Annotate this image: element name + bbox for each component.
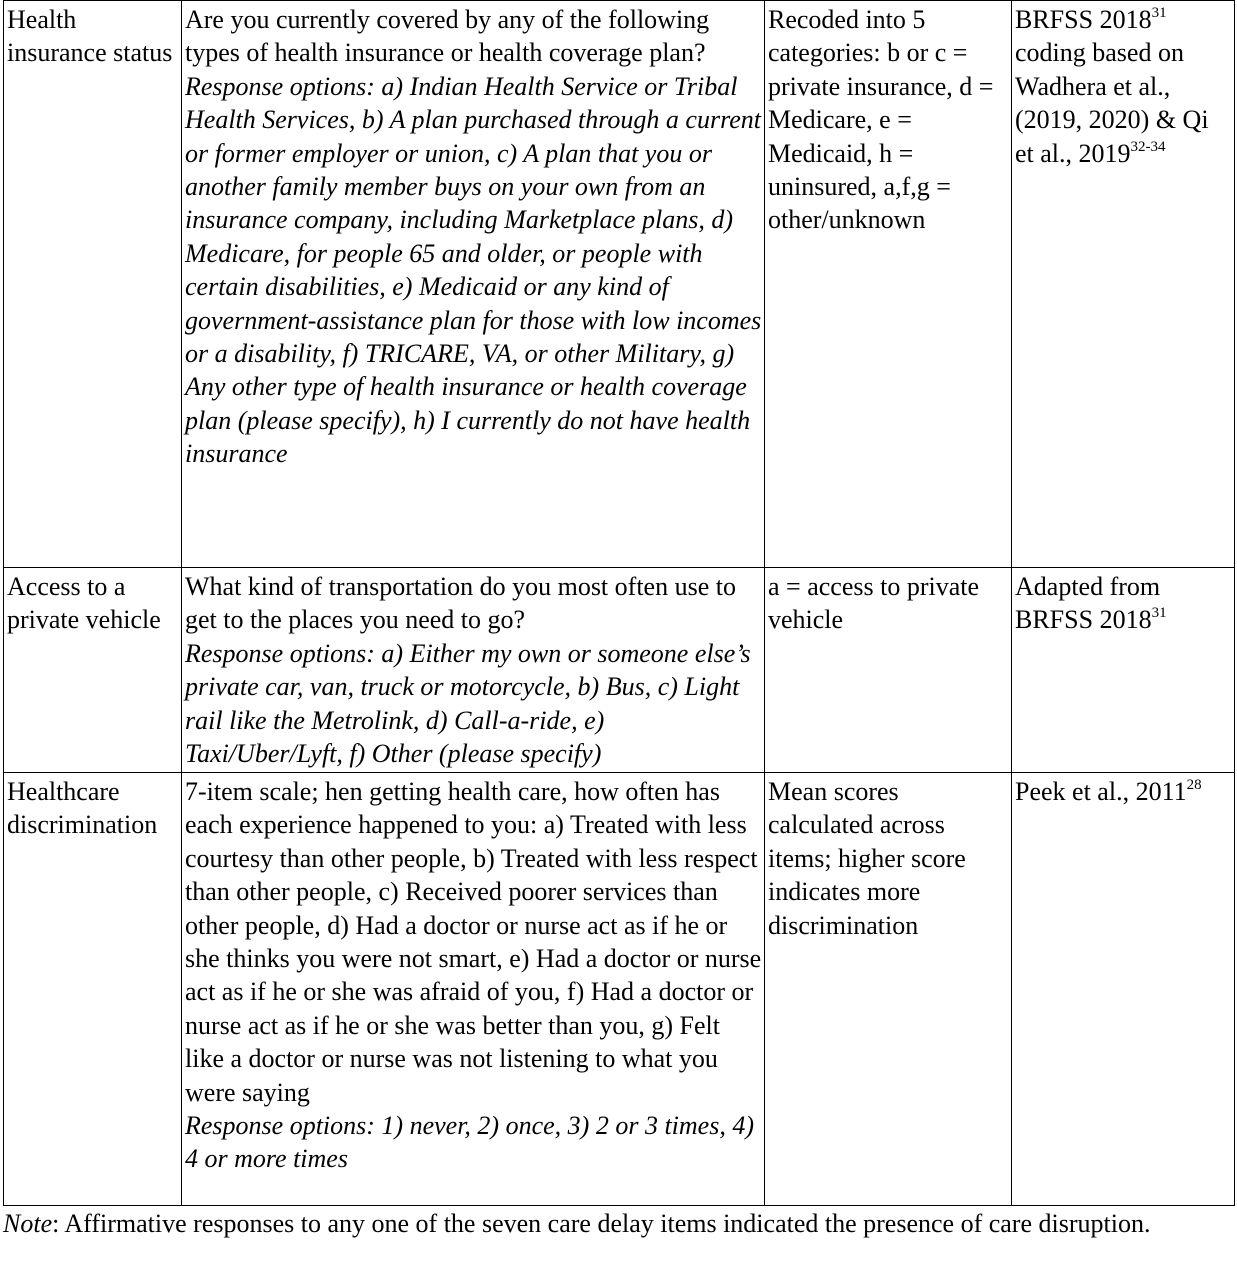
table-row bbox=[4, 568, 1235, 773]
coding-text: Mean scores calculated across items; higher score indicates more discrimination bbox=[768, 777, 966, 940]
source-cell bbox=[1012, 568, 1235, 773]
question-text: Are you currently covered by any of the following types of health insurance or health coverage plan? bbox=[185, 5, 710, 68]
coding-cell bbox=[765, 1, 1012, 568]
question-text: 7-item scale; hen getting health care, how often has each experience happened to you: a) Treated with less courtesy than other people, b) Treated with less respect than other people, c) Received poorer services than other people, d) Had a doctor or nurse act as if he or she thinks you were not smart, e) Had a doctor or nurse act as if he or she was afraid of you, f) Had a doctor or nurse act as if he or she was better than you, g) Felt like a doctor or nurse was not listening to what you were saying bbox=[185, 777, 762, 1107]
measure-cell bbox=[4, 568, 182, 773]
coding-cell bbox=[765, 773, 1012, 1206]
note-label: Note bbox=[3, 1209, 53, 1238]
table-row bbox=[4, 1, 1235, 568]
coding-cell bbox=[765, 568, 1012, 773]
measure-label: Health insurance status bbox=[7, 5, 173, 68]
measures-table bbox=[3, 0, 1235, 1206]
source-text-continued: coding based on Wadhera et al., (2019, 2020) & Qi et al., 2019 bbox=[1015, 38, 1209, 168]
citation-ref: 28 bbox=[1186, 777, 1202, 793]
measure-label: Healthcare discrimination bbox=[7, 777, 158, 840]
citation-ref: 31 bbox=[1151, 605, 1167, 622]
source-cell bbox=[1012, 773, 1235, 1206]
source-cell bbox=[1012, 1, 1235, 568]
item-cell bbox=[182, 1, 765, 568]
source-text: Adapted from BRFSS 2018 bbox=[1015, 572, 1161, 635]
citation-ref: 31 bbox=[1151, 5, 1167, 21]
source-text: Peek et al., 2011 bbox=[1015, 777, 1187, 806]
measure-cell bbox=[4, 773, 182, 1206]
item-cell bbox=[182, 773, 765, 1206]
measure-label: Access to a private vehicle bbox=[7, 572, 161, 635]
coding-text: a = access to private vehicle bbox=[768, 572, 980, 635]
response-options-text: Response options: 1) never, 2) once, 3) 2 or 3 times, 4) 4 or more times bbox=[185, 1111, 754, 1174]
note-text: : Affirmative responses to any one of the seven care delay items indicated the presence of care disruption. bbox=[52, 1209, 1151, 1238]
table-row bbox=[4, 773, 1235, 1206]
table-note bbox=[3, 1207, 1228, 1240]
item-cell bbox=[182, 568, 765, 773]
citation-ref: 32-34 bbox=[1130, 138, 1166, 155]
source-text: BRFSS 2018 bbox=[1015, 5, 1152, 34]
coding-text: Recoded into 5 categories: b or c = private insurance, d = Medicare, e = Medicaid, h = uninsured, a,f,g = other/unknown bbox=[768, 5, 994, 235]
measure-cell bbox=[4, 1, 182, 568]
response-options-text: Response options: a) Indian Health Service or Tribal Health Services, b) A plan purchased through a current or former employer or union, c) A plan that you or another family member buys on your own from an insurance company, including Marketplace plans, d) Medicare, for people 65 and older, or people with certain disabilities, e) Medicaid or any kind of government-assistance plan for those with low incomes or a disability, f) TRICARE, VA, or other Military, g) Any other type of health insurance or health coverage plan (please specify), h) I currently do not have health insurance bbox=[185, 71, 762, 469]
question-text: What kind of transportation do you most often use to get to the places you need to go? bbox=[185, 572, 736, 635]
response-options-text: Response options: a) Either my own or someone else’s private car, van, truck or motorcycle, b) Bus, c) Light rail like the Metrolink, d) Call-a-ride, e) Taxi/Uber/Lyft, f) Other (please specify) bbox=[185, 638, 751, 769]
